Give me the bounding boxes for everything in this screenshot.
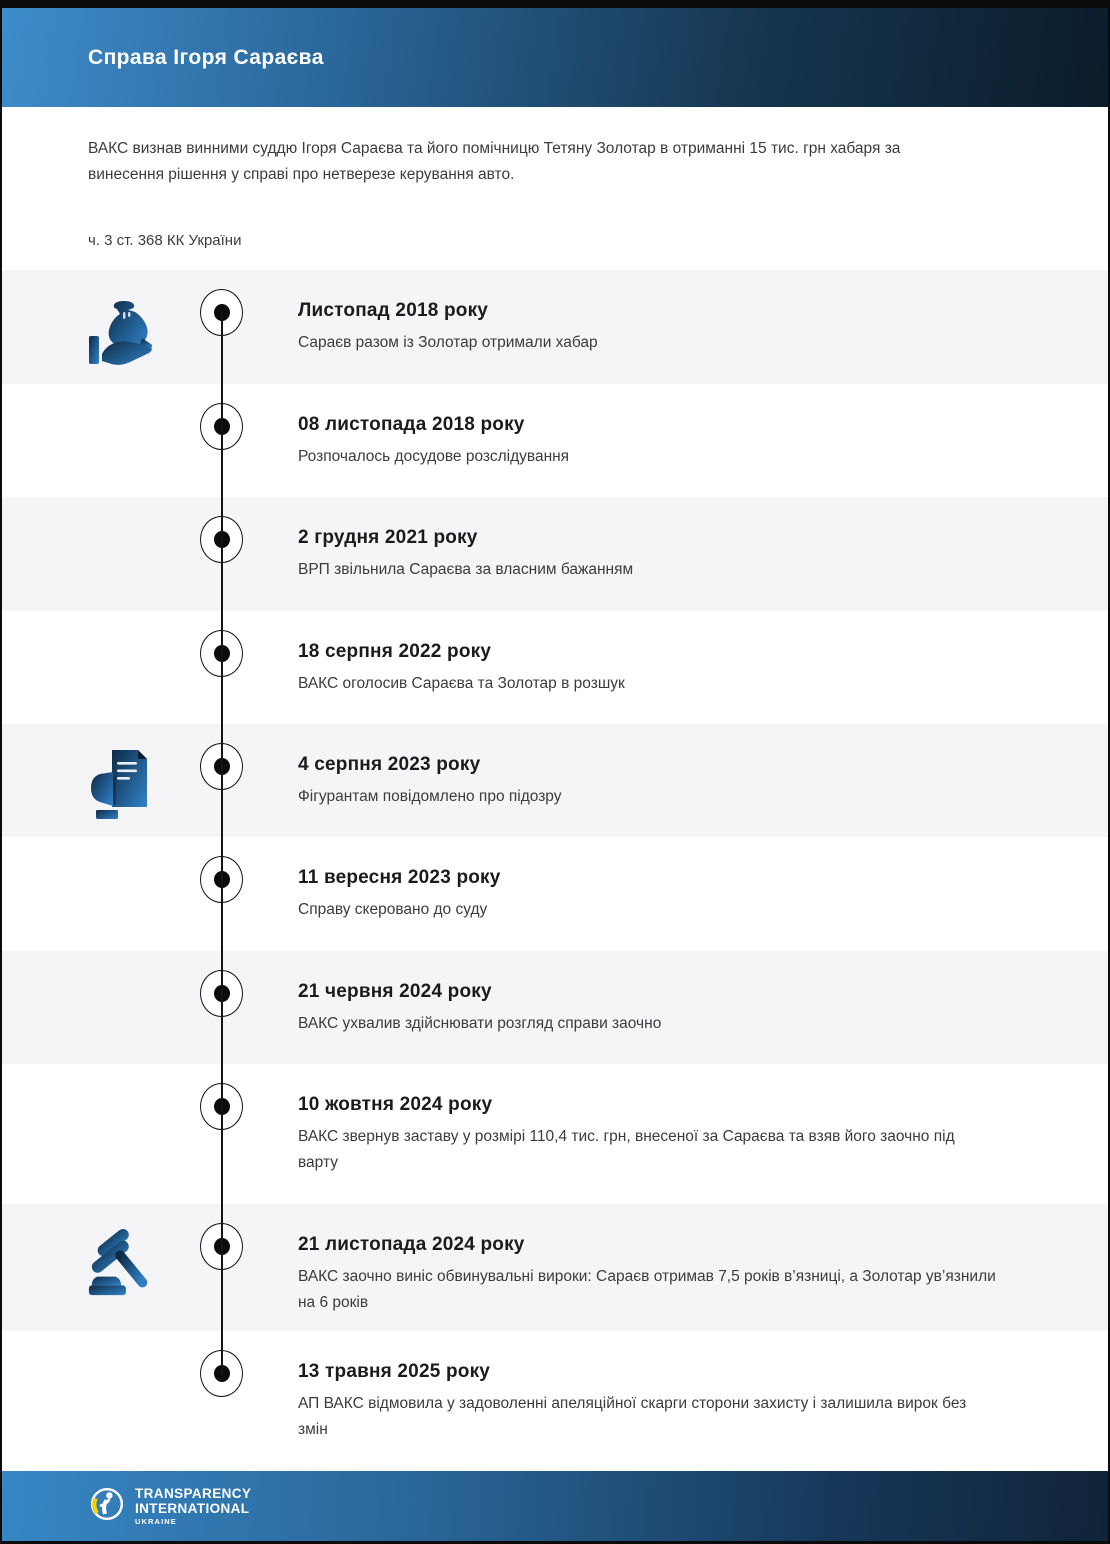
transparency-international-logo bbox=[88, 1485, 251, 1528]
timeline-row bbox=[2, 724, 1108, 837]
timeline-date: 11 вересня 2023 року bbox=[298, 867, 501, 888]
timeline-date: 10 жовтня 2024 року bbox=[298, 1094, 493, 1115]
timeline-connector-line bbox=[221, 312, 223, 1375]
timeline-description: ВАКС звернув заставу у розмірі 110,4 тис. грн, внесеної за Сараєва та взяв його заочно під варту bbox=[298, 1128, 955, 1171]
timeline-description: Фігурантам повідомлено про підозру bbox=[298, 788, 562, 805]
timeline-description: ВРП звільнила Сараєва за власним бажанням bbox=[298, 561, 634, 578]
ti-logo-line-1: TRANSPARENCY bbox=[135, 1486, 252, 1501]
timeline-date: 18 серпня 2022 року bbox=[298, 641, 492, 662]
timeline-description: Розпочалось досудове розслідування bbox=[298, 448, 570, 465]
timeline-row bbox=[2, 1331, 1108, 1471]
timeline-date: 2 грудня 2021 року bbox=[298, 527, 478, 548]
timeline-date: 21 червня 2024 року bbox=[298, 981, 492, 1002]
timeline-row bbox=[2, 837, 1108, 951]
timeline-date: 08 листопада 2018 року bbox=[298, 414, 525, 435]
ti-logo-wordmark bbox=[135, 1486, 251, 1526]
suspicion-notice-document-icon bbox=[86, 746, 158, 824]
timeline-row bbox=[2, 384, 1108, 497]
timeline-date: 4 серпня 2023 року bbox=[298, 754, 481, 775]
timeline-description: АП ВАКС відмовила у задоволенні апеляційної скарги сторони захисту і залишила вирок без змін bbox=[298, 1395, 967, 1438]
top-border-bar bbox=[2, 0, 1108, 8]
timeline-description: ВАКС ухвалив здійснювати розгляд справи заочно bbox=[298, 1015, 662, 1032]
footer-banner bbox=[2, 1471, 1108, 1544]
timeline-date: 21 листопада 2024 року bbox=[298, 1234, 525, 1255]
timeline-row bbox=[2, 1204, 1108, 1331]
verdict-gavel-icon bbox=[86, 1226, 158, 1304]
timeline-row bbox=[2, 497, 1108, 611]
timeline-date: 13 травня 2025 року bbox=[298, 1361, 491, 1382]
criminal-code-article: ч. 3 ст. 368 КК України bbox=[88, 232, 242, 249]
timeline-row bbox=[2, 1064, 1108, 1204]
ti-logo-line-3: UKRAINE bbox=[135, 1517, 177, 1526]
bribe-money-bag-icon bbox=[86, 292, 158, 370]
timeline-row bbox=[2, 611, 1108, 724]
timeline-description: ВАКС заочно виніс обвинувальні вироки: Сараєв отримав 7,5 років в’язниці, а Золотар ув’язнили на 6 років bbox=[298, 1268, 996, 1311]
case-timeline bbox=[2, 270, 1108, 1471]
page-title: Справа Ігоря Сараєва bbox=[88, 45, 324, 69]
timeline-row bbox=[2, 951, 1108, 1064]
timeline-description: ВАКС оголосив Сараєва та Золотар в розшук bbox=[298, 675, 625, 692]
header-banner bbox=[2, 8, 1108, 107]
ti-globe-icon bbox=[88, 1485, 126, 1528]
timeline-description: Сараєв разом із Золотар отримали хабар bbox=[298, 334, 598, 351]
timeline-row bbox=[2, 270, 1108, 384]
ti-logo-line-2: INTERNATIONAL bbox=[135, 1501, 250, 1516]
case-summary-text: ВАКС визнав винними суддю Ігоря Сараєва та його помічницю Тетяну Золотар в отриманні 15 тис. грн хабаря за винесення рішення у справі про нетверезе керування авто. bbox=[88, 140, 901, 183]
intro-section bbox=[2, 107, 1108, 270]
timeline-description: Справу скеровано до суду bbox=[298, 901, 488, 918]
timeline-date: Листопад 2018 року bbox=[298, 300, 489, 321]
